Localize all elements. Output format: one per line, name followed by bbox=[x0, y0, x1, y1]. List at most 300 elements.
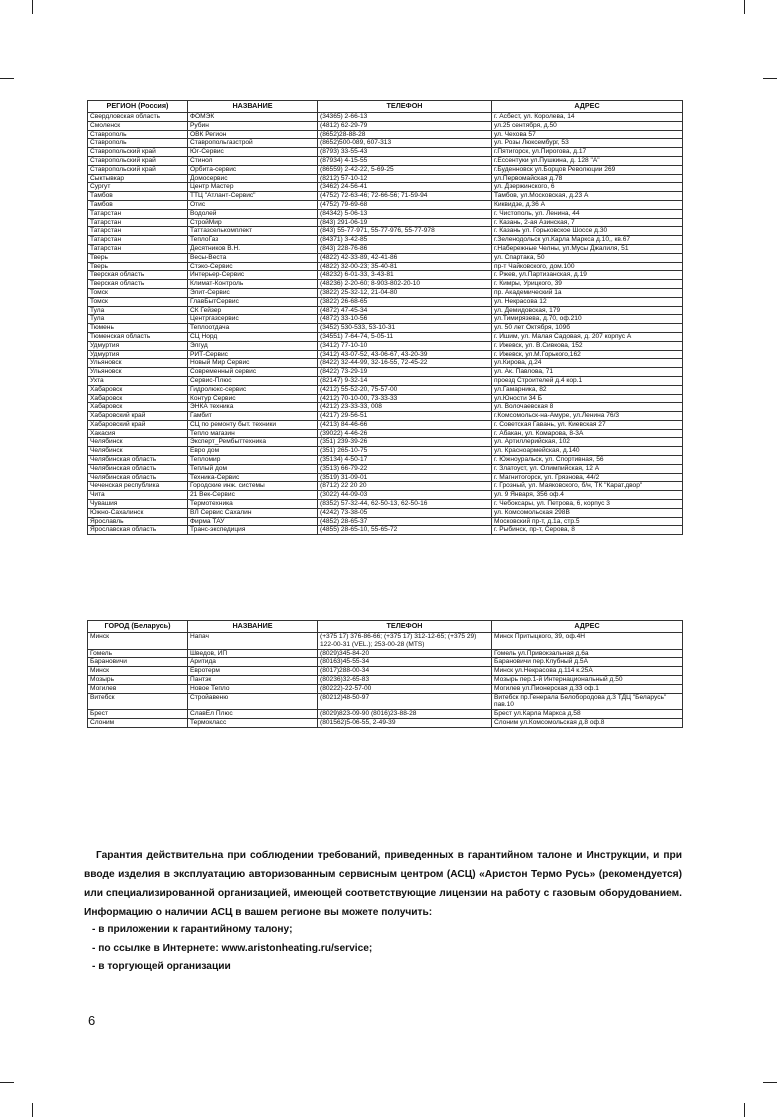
region-cell: Тамбов bbox=[88, 200, 188, 209]
table-row bbox=[88, 341, 683, 350]
name-cell: Новый Мир Сервис bbox=[188, 359, 318, 368]
name-cell: Рубин bbox=[188, 121, 318, 130]
name-cell: Сервис-Плюс bbox=[188, 376, 318, 385]
address-cell: г. Чебоксары, ул. Петрова, 6, корпус 3 bbox=[492, 500, 683, 509]
table-row bbox=[88, 244, 683, 253]
table-row bbox=[88, 394, 683, 403]
region-cell: Ставропольский край bbox=[88, 156, 188, 165]
table-row bbox=[88, 526, 683, 535]
phone-cell: (3462) 24-56-41 bbox=[318, 183, 492, 192]
region-cell: Тверь bbox=[88, 262, 188, 271]
phone-cell: (34551) 7-64-74, 5-05-11 bbox=[318, 332, 492, 341]
region-cell: Минск bbox=[88, 633, 188, 650]
address-cell: ул.25 сентября, д.50 bbox=[492, 121, 683, 130]
region-cell: Ставрополь bbox=[88, 130, 188, 139]
name-cell: Теплоотдача bbox=[188, 324, 318, 333]
region-cell: Томск bbox=[88, 297, 188, 306]
region-cell: Сыктывкар bbox=[88, 174, 188, 183]
region-cell: Гомель bbox=[88, 649, 188, 658]
crop-mark bbox=[32, 1103, 33, 1117]
name-cell: Домосервис bbox=[188, 174, 318, 183]
region-cell: Брест bbox=[88, 710, 188, 719]
address-cell: Минск ул.Некрасова д.114 к.25А bbox=[492, 667, 683, 676]
crop-mark bbox=[763, 78, 777, 79]
name-cell: Тепло магазин bbox=[188, 429, 318, 438]
table-row bbox=[88, 482, 683, 491]
table-row bbox=[88, 192, 683, 201]
guarantee-bullet-list bbox=[92, 921, 372, 977]
table-row bbox=[88, 200, 683, 209]
phone-cell: (4242) 73-38-05 bbox=[318, 508, 492, 517]
table-row bbox=[88, 649, 683, 658]
region-cell: Чита bbox=[88, 491, 188, 500]
phone-cell: (87934) 4-15-55 bbox=[318, 156, 492, 165]
region-cell: Могилев bbox=[88, 684, 188, 693]
table-row bbox=[88, 693, 683, 710]
address-cell: ул. Волочаевская 8 bbox=[492, 403, 683, 412]
table-row bbox=[88, 517, 683, 526]
address-cell: Витебск пр.Генерала Белобородова д.3 ТДЦ "Беларусь" пав.10 bbox=[492, 693, 683, 710]
region-cell: Челябинская область bbox=[88, 456, 188, 465]
region-cell: Ставропольский край bbox=[88, 165, 188, 174]
region-cell: Хакасия bbox=[88, 429, 188, 438]
phone-cell: (4752) 79-69-68 bbox=[318, 200, 492, 209]
name-cell: ЭНКА техника bbox=[188, 403, 318, 412]
name-cell: ГлавБытСервис bbox=[188, 297, 318, 306]
name-cell: СК Гейзер bbox=[188, 306, 318, 315]
region-cell: Южно-Сахалинск bbox=[88, 508, 188, 517]
address-cell: Минск Притыцкого, 39, оф.4Н bbox=[492, 633, 683, 650]
name-cell: РИТ-Сервис bbox=[188, 350, 318, 359]
address-cell: г. Ишим, ул. Малая Садовая, д. 207 корпус А bbox=[492, 332, 683, 341]
phone-cell: (4872) 33-10-56 bbox=[318, 315, 492, 324]
phone-cell: (86559) 2-42-22, 5-69-25 bbox=[318, 165, 492, 174]
region-cell: Тверь bbox=[88, 253, 188, 262]
phone-cell: (3412) 77-10-10 bbox=[318, 341, 492, 350]
table-header-row bbox=[88, 621, 683, 633]
column-header: ТЕЛЕФОН bbox=[318, 621, 492, 633]
address-cell: г. Ржев, ул.Партизанская, д.19 bbox=[492, 271, 683, 280]
address-cell: Слоним ул.Комсомольская д.8 оф.8 bbox=[492, 718, 683, 727]
table-row bbox=[88, 288, 683, 297]
name-cell: Гамбит bbox=[188, 412, 318, 421]
table-row bbox=[88, 324, 683, 333]
table-row bbox=[88, 156, 683, 165]
name-cell: Термокласс bbox=[188, 718, 318, 727]
address-cell: г.Зеленодольск ул.Карла Маркса д.10,, кв.67 bbox=[492, 236, 683, 245]
name-cell: Юг-Сервис bbox=[188, 148, 318, 157]
region-cell: Свердловская область bbox=[88, 113, 188, 122]
phone-cell: (4855) 28-65-10, 55-65-72 bbox=[318, 526, 492, 535]
table-row bbox=[88, 209, 683, 218]
region-cell: Хабаровский край bbox=[88, 420, 188, 429]
address-cell: г.Пятигорск, ул.Пирогова, д.17 bbox=[492, 148, 683, 157]
table-row bbox=[88, 280, 683, 289]
phone-cell: (84342) 5-06-13 bbox=[318, 209, 492, 218]
name-cell: СЦ по ремонту быт. техники bbox=[188, 420, 318, 429]
table-row bbox=[88, 491, 683, 500]
table-row bbox=[88, 332, 683, 341]
address-cell: г.Буденновск ул.Борцов Революции 269 bbox=[492, 165, 683, 174]
column-header: НАЗВАНИЕ bbox=[188, 101, 318, 113]
name-cell: ВЛ Сервис Сахалин bbox=[188, 508, 318, 517]
name-cell: Техника-Сервис bbox=[188, 473, 318, 482]
name-cell: Стинол bbox=[188, 156, 318, 165]
region-cell: Тамбов bbox=[88, 192, 188, 201]
region-cell: Удмуртия bbox=[88, 341, 188, 350]
belarus-service-table bbox=[87, 620, 683, 728]
address-cell: ул. Чехова 57 bbox=[492, 130, 683, 139]
address-cell: г. Грозный, ул. Маяковского, б/н, ТК "Карат.двор" bbox=[492, 482, 683, 491]
table-row bbox=[88, 684, 683, 693]
name-cell: Эксперт_Рембыттехника bbox=[188, 438, 318, 447]
address-cell: г. Казань ул. Горьковское Шоссе д.30 bbox=[492, 227, 683, 236]
region-cell: Томск bbox=[88, 288, 188, 297]
region-cell: Ульяновск bbox=[88, 368, 188, 377]
address-cell: ул. Ак. Павлова, 71 bbox=[492, 368, 683, 377]
region-cell: Ставрополь bbox=[88, 139, 188, 148]
table-row bbox=[88, 500, 683, 509]
table-row bbox=[88, 447, 683, 456]
region-cell: Мозырь bbox=[88, 675, 188, 684]
address-cell: пр. Академический 1а bbox=[492, 288, 683, 297]
region-cell: Тверская область bbox=[88, 271, 188, 280]
table-row bbox=[88, 183, 683, 192]
phone-cell: (8652)500-089, 607-313 bbox=[318, 139, 492, 148]
name-cell: ТеплоГаз bbox=[188, 236, 318, 245]
phone-cell: (4822) 32-00-23; 35-40-81 bbox=[318, 262, 492, 271]
table-row bbox=[88, 633, 683, 650]
phone-cell: (8017)288-00-34 bbox=[318, 667, 492, 676]
region-cell: Чеченская республика bbox=[88, 482, 188, 491]
address-cell: ул. Артиллерийская, 102 bbox=[492, 438, 683, 447]
name-cell: СтройМир bbox=[188, 218, 318, 227]
column-header: АДРЕС bbox=[492, 101, 683, 113]
phone-cell: (351) 239-39-26 bbox=[318, 438, 492, 447]
column-header: ТЕЛЕФОН bbox=[318, 101, 492, 113]
phone-cell: (+375 17) 376-86-66; (+375 17) 312-12-65; (+375 29) 122-00-31 (VEL.); 253-00-28 (MTS) bbox=[318, 633, 492, 650]
region-cell: Татарстан bbox=[88, 227, 188, 236]
table-row bbox=[88, 262, 683, 271]
region-cell: Минск bbox=[88, 667, 188, 676]
name-cell: Теплый дом bbox=[188, 464, 318, 473]
phone-cell: (84371) 3-42-85 bbox=[318, 236, 492, 245]
phone-cell: (3513) 66-79-22 bbox=[318, 464, 492, 473]
region-cell: Хабаровск bbox=[88, 394, 188, 403]
region-cell: Ставропольский край bbox=[88, 148, 188, 157]
address-cell: г. Казань, 2-ая Азинская, 7 bbox=[492, 218, 683, 227]
region-cell: Челябинская область bbox=[88, 473, 188, 482]
name-cell: Тепломир bbox=[188, 456, 318, 465]
address-cell: Барановичи пер.Клубный д.5А bbox=[492, 658, 683, 667]
phone-cell: (4872) 47-45-34 bbox=[318, 306, 492, 315]
phone-cell: (35134) 4-50-17 bbox=[318, 456, 492, 465]
table-row bbox=[88, 148, 683, 157]
phone-cell: (843) 291-06-19 bbox=[318, 218, 492, 227]
crop-mark bbox=[0, 1082, 14, 1083]
region-cell: Хабаровск bbox=[88, 403, 188, 412]
bullet-item: - в приложении к гарантийному талону; bbox=[92, 924, 293, 935]
table-row bbox=[88, 174, 683, 183]
address-cell: г. Чистополь, ул. Ленина, 44 bbox=[492, 209, 683, 218]
table-row bbox=[88, 420, 683, 429]
crop-mark bbox=[744, 0, 745, 14]
russia-service-table bbox=[87, 100, 683, 535]
region-cell: Татарстан bbox=[88, 209, 188, 218]
table-row bbox=[88, 658, 683, 667]
phone-cell: (4212) 55-52-20, 75-57-00 bbox=[318, 385, 492, 394]
phone-cell: (843) 55-77-971, 55-77-976, 55-77-978 bbox=[318, 227, 492, 236]
address-cell: Гомель ул.Привокзальная д.6а bbox=[492, 649, 683, 658]
phone-cell: (8712) 22 20 20 bbox=[318, 482, 492, 491]
region-cell: Тюмень bbox=[88, 324, 188, 333]
name-cell: Интерьер-Сервис bbox=[188, 271, 318, 280]
name-cell: Современный сервис bbox=[188, 368, 318, 377]
address-cell: г.Набережные Челны, ул.Мусы Джалиля, 51 bbox=[492, 244, 683, 253]
address-cell: ул. Комсомольская 298В bbox=[492, 508, 683, 517]
phone-cell: (3519) 31-09-01 bbox=[318, 473, 492, 482]
address-cell: ул. Демидовская, 179 bbox=[492, 306, 683, 315]
address-cell: ул. Красноармейская, д.140 bbox=[492, 447, 683, 456]
address-cell: ул. Розы Люксембург, 53 bbox=[492, 139, 683, 148]
name-cell: Стэко-Сервис bbox=[188, 262, 318, 271]
address-cell: Киквидзе, д.36 А bbox=[492, 200, 683, 209]
name-cell: Водолей bbox=[188, 209, 318, 218]
table-row bbox=[88, 464, 683, 473]
name-cell: Элит-Сервис bbox=[188, 288, 318, 297]
name-cell: Евро дом bbox=[188, 447, 318, 456]
name-cell: Евротерм bbox=[188, 667, 318, 676]
name-cell: Шведов, ИП bbox=[188, 649, 318, 658]
table-row bbox=[88, 271, 683, 280]
region-cell: Ухта bbox=[88, 376, 188, 385]
phone-cell: (8422) 32-44-99, 32-16-55, 72-45-22 bbox=[318, 359, 492, 368]
name-cell: ОВК Регион bbox=[188, 130, 318, 139]
address-cell: ул.Тимирязева, д.70, оф.210 bbox=[492, 315, 683, 324]
crop-mark bbox=[0, 78, 14, 79]
table-row bbox=[88, 412, 683, 421]
table-row bbox=[88, 236, 683, 245]
table-row bbox=[88, 165, 683, 174]
crop-mark bbox=[763, 1082, 777, 1083]
column-header: АДРЕС bbox=[492, 621, 683, 633]
phone-cell: (3412) 43-07-52, 43-06-67, 43-20-39 bbox=[318, 350, 492, 359]
region-cell: Челябинск bbox=[88, 438, 188, 447]
region-cell: Хабаровский край bbox=[88, 412, 188, 421]
phone-cell: (80163)45-55-34 bbox=[318, 658, 492, 667]
column-header: НАЗВАНИЕ bbox=[188, 621, 318, 633]
name-cell: СлавЕл Плюс bbox=[188, 710, 318, 719]
address-cell: Мозырь пер.1-й Интернациональный д.50 bbox=[492, 675, 683, 684]
crop-mark bbox=[32, 0, 33, 14]
region-cell: Тула bbox=[88, 315, 188, 324]
table-row bbox=[88, 456, 683, 465]
phone-cell: (3022) 44-09-03 bbox=[318, 491, 492, 500]
name-cell: Десятников В.Н. bbox=[188, 244, 318, 253]
address-cell: г.Ессентуки ул.Пушкина, д. 128 "А" bbox=[492, 156, 683, 165]
column-header: ГОРОД (Беларусь) bbox=[88, 621, 188, 633]
name-cell: Орбита-сервис bbox=[188, 165, 318, 174]
address-cell: ул. Спартака, 50 bbox=[492, 253, 683, 262]
table-row bbox=[88, 113, 683, 122]
table-row bbox=[88, 403, 683, 412]
phone-cell: (80212)48-50-97 bbox=[318, 693, 492, 710]
region-cell: Татарстан bbox=[88, 236, 188, 245]
table-row bbox=[88, 227, 683, 236]
phone-cell: (8652)28-88-28 bbox=[318, 130, 492, 139]
table-row bbox=[88, 368, 683, 377]
phone-cell: (48232) 6-01-33, 3-43-81 bbox=[318, 271, 492, 280]
address-cell: г. Абакан, ул. Комарова, 8-3А bbox=[492, 429, 683, 438]
phone-cell: (8212) 57-10-12 bbox=[318, 174, 492, 183]
phone-cell: (3452) 530-533, 53-10-31 bbox=[318, 324, 492, 333]
name-cell: Элгуд bbox=[188, 341, 318, 350]
region-cell: Челябинск bbox=[88, 447, 188, 456]
name-cell: Ставропольгазстрой bbox=[188, 139, 318, 148]
address-cell: г. Ижевск, ул. В.Сивкова, 152 bbox=[492, 341, 683, 350]
name-cell: Пантэк bbox=[188, 675, 318, 684]
phone-cell: (8352) 57-32-44, 62-50-13, 62-50-16 bbox=[318, 500, 492, 509]
address-cell: г. Магнитогорск, ул. Грязнова, 44/2 bbox=[492, 473, 683, 482]
address-cell: Тамбов, ул.Московская, д.23 А bbox=[492, 192, 683, 201]
bullet-item: - по ссылке в Интернете: www.aristonheating.ru/service; bbox=[92, 942, 373, 954]
table-row bbox=[88, 121, 683, 130]
address-cell: г. Ижевск, ул.М.Горького,162 bbox=[492, 350, 683, 359]
address-cell: Брест ул.Карла Маркса д.58 bbox=[492, 710, 683, 719]
phone-cell: (4852) 28-65-37 bbox=[318, 517, 492, 526]
phone-cell: (4212) 23-33-33, 008 bbox=[318, 403, 492, 412]
guarantee-paragraph: Гарантия действительна при соблюдении требований, приведенных в гарантийном талоне и Инструкции, и при вводе изделия в эксплуатацию авторизованным сервисным центром (АСЦ) «Аристон Термо Русь» (рекомендуется) или специализированной организацией, имеющей соответствующие лицензии на работу с газовым оборудованием. Информацию о наличии АСЦ в вашем регионе вы можете получить: bbox=[84, 850, 682, 918]
column-header: РЕГИОН (Россия) bbox=[88, 101, 188, 113]
region-cell: Челябинская область bbox=[88, 464, 188, 473]
table-row bbox=[88, 306, 683, 315]
name-cell: Центр Мастер bbox=[188, 183, 318, 192]
phone-cell: (8029)823-09-90 (8016)23-88-28 bbox=[318, 710, 492, 719]
region-cell: Ярославская область bbox=[88, 526, 188, 535]
phone-cell: (34365) 2-66-13 bbox=[318, 113, 492, 122]
region-cell: Удмуртия bbox=[88, 350, 188, 359]
phone-cell: (801562)5-06-55, 2-49-39 bbox=[318, 718, 492, 727]
table-row bbox=[88, 218, 683, 227]
region-cell: Татарстан bbox=[88, 244, 188, 253]
table-row bbox=[88, 675, 683, 684]
table-row bbox=[88, 350, 683, 359]
address-cell: Московский пр-т, д.1а, стр.5 bbox=[492, 517, 683, 526]
name-cell: Транс-экспедиция bbox=[188, 526, 318, 535]
address-cell: ул.Юности 34 Б bbox=[492, 394, 683, 403]
phone-cell: (4217) 29-56-51 bbox=[318, 412, 492, 421]
phone-cell: (80222)-22-57-00 bbox=[318, 684, 492, 693]
region-cell: Тюменская область bbox=[88, 332, 188, 341]
name-cell: Фирма ТАУ bbox=[188, 517, 318, 526]
name-cell: Отис bbox=[188, 200, 318, 209]
table-row bbox=[88, 438, 683, 447]
region-cell: Барановичи bbox=[88, 658, 188, 667]
address-cell: ул. 50 лет Октября, 109б bbox=[492, 324, 683, 333]
table-row bbox=[88, 376, 683, 385]
phone-cell: (3822) 26-68-65 bbox=[318, 297, 492, 306]
address-cell: пр-т Чайковского, дом.100 bbox=[492, 262, 683, 271]
name-cell: ТТЦ "Атлант-Сервис" bbox=[188, 192, 318, 201]
phone-cell: (4812) 62-29-79 bbox=[318, 121, 492, 130]
table-row bbox=[88, 473, 683, 482]
name-cell: Весы-Веста bbox=[188, 253, 318, 262]
region-cell: Витебск bbox=[88, 693, 188, 710]
phone-cell: (80236)32-65-83 bbox=[318, 675, 492, 684]
phone-cell: (3822) 25-32-12, 21-04-80 bbox=[318, 288, 492, 297]
address-cell: ул.Первомайская д.78 bbox=[492, 174, 683, 183]
table-row bbox=[88, 385, 683, 394]
name-cell: 21 Век-Сервис bbox=[188, 491, 318, 500]
name-cell: Термотехника bbox=[188, 500, 318, 509]
name-cell: Контур Сервис bbox=[188, 394, 318, 403]
address-cell: ул. Некрасова 12 bbox=[492, 297, 683, 306]
name-cell: Центргазсервис bbox=[188, 315, 318, 324]
address-cell: г. Златоуст, ул. Олимпийская, 12 А bbox=[492, 464, 683, 473]
table-row bbox=[88, 359, 683, 368]
table-row bbox=[88, 297, 683, 306]
table-row bbox=[88, 718, 683, 727]
address-cell: г. Асбест, ул. Королева, 14 bbox=[492, 113, 683, 122]
phone-cell: (8029)345-84-20 bbox=[318, 649, 492, 658]
region-cell: Ульяновск bbox=[88, 359, 188, 368]
region-cell: Тула bbox=[88, 306, 188, 315]
address-cell: г. Южноуральск, ул. Спортивная, 56 bbox=[492, 456, 683, 465]
address-cell: ул. 9 Января, 356 оф.4 bbox=[492, 491, 683, 500]
table-row bbox=[88, 710, 683, 719]
phone-cell: (843) 228-76-86 bbox=[318, 244, 492, 253]
phone-cell: (8422) 73-29-19 bbox=[318, 368, 492, 377]
name-cell: Новое Тепло bbox=[188, 684, 318, 693]
table-row bbox=[88, 139, 683, 148]
phone-cell: (82147) 9-32-14 bbox=[318, 376, 492, 385]
crop-mark bbox=[744, 1103, 745, 1117]
phone-cell: (4213) 84-46-66 bbox=[318, 420, 492, 429]
table-row bbox=[88, 429, 683, 438]
name-cell: Напач bbox=[188, 633, 318, 650]
region-cell: Тверская область bbox=[88, 280, 188, 289]
phone-cell: (351) 265-10-75 bbox=[318, 447, 492, 456]
address-cell: Могилев ул.Пионерская д.33 оф.1 bbox=[492, 684, 683, 693]
name-cell: Климат-Контроль bbox=[188, 280, 318, 289]
name-cell: ФОМЭК bbox=[188, 113, 318, 122]
region-cell: Хабаровск bbox=[88, 385, 188, 394]
name-cell: Городские инж. системы bbox=[188, 482, 318, 491]
table-header-row bbox=[88, 101, 683, 113]
region-cell: Ярославль bbox=[88, 517, 188, 526]
table-row bbox=[88, 253, 683, 262]
bullet-item: - в торгующей организации bbox=[92, 961, 231, 972]
page-number: 6 bbox=[88, 1013, 96, 1028]
table-row bbox=[88, 667, 683, 676]
region-cell: Сургут bbox=[88, 183, 188, 192]
address-cell: проезд Строителей д.4 кор.1 bbox=[492, 376, 683, 385]
address-cell: ул.Гамарника, 82 bbox=[492, 385, 683, 394]
address-cell: ул.Кирова, д.24 bbox=[492, 359, 683, 368]
region-cell: Слоним bbox=[88, 718, 188, 727]
phone-cell: (4752) 72-63-46; 72-66-56; 71-59-94 bbox=[318, 192, 492, 201]
phone-cell: (39022) 4-46-26 bbox=[318, 429, 492, 438]
address-cell: ул. Дзержинского, 6 bbox=[492, 183, 683, 192]
name-cell: Стройавеню bbox=[188, 693, 318, 710]
phone-cell: (4822) 42-33-89, 42-41-86 bbox=[318, 253, 492, 262]
address-cell: г. Советская Гавань, ул. Киевская 27 bbox=[492, 420, 683, 429]
table-row bbox=[88, 315, 683, 324]
address-cell: г. Кимры, Урицкого, 39 bbox=[492, 280, 683, 289]
name-cell: Таттазселькомплект bbox=[188, 227, 318, 236]
region-cell: Смоленск bbox=[88, 121, 188, 130]
region-cell: Чувашия bbox=[88, 500, 188, 509]
